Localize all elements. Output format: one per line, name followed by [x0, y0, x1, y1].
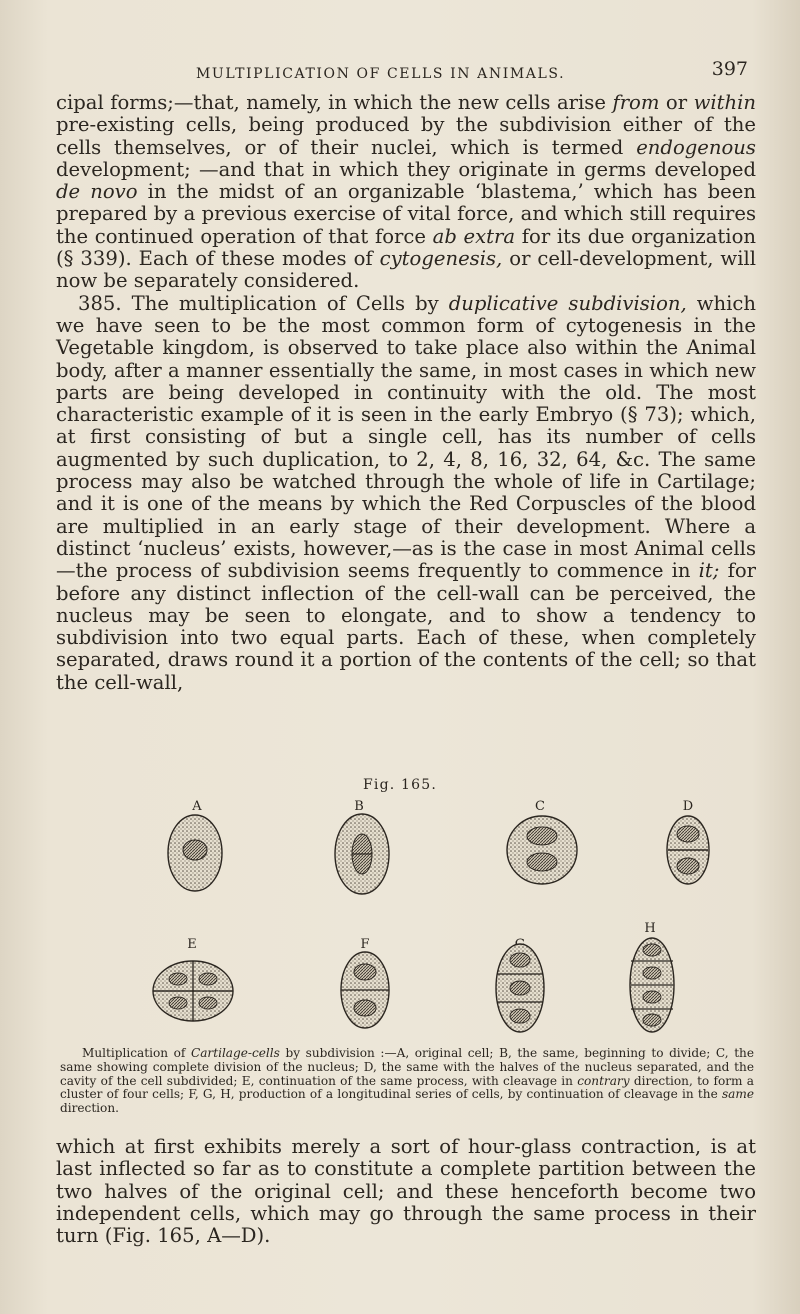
figure-label-c: C — [535, 799, 545, 814]
cell-h — [630, 938, 674, 1032]
cell-d — [667, 816, 709, 884]
cell-g — [496, 944, 544, 1032]
figure-label-d: D — [682, 799, 694, 814]
figure-label-b: B — [354, 799, 364, 814]
cell-e — [153, 961, 233, 1021]
cartilage-cell-figure — [150, 798, 710, 1034]
figure-label-a: A — [192, 799, 202, 814]
cell-f — [341, 952, 389, 1028]
body-text-bottom — [56, 1136, 756, 1247]
paragraph-continued-after-figure: which at first exhibits merely a sort of hour-glass contraction, is at last inflected so far as to constitute a complete partition between the two halves of the original cell; and these henceforth become two independent cells, which may go through the same process in their turn (Fig. 165, A—D). — [56, 1135, 756, 1248]
cell-b — [335, 814, 389, 894]
figure-label-e: E — [187, 937, 197, 952]
figure-title: Fig. 165. — [362, 777, 438, 793]
running-head: MULTIPLICATION OF CELLS IN ANIMALS. — [196, 66, 566, 82]
figure-caption: Multiplication of Cartilage-cells by subdivision :—A, original cell; B, the same, beginning to divide; C, the same showing complete division of the nucleus; D, the same with the halves of the nucleus separated, and the cavity of the cell subdivided; E, continuation of the same process, with cleavage in contrary direction, to form a cluster of four cells; F, G, H, production of a longitudinal series of cells, by continuation of cleavage in the same direction. — [60, 1046, 754, 1116]
cell-a — [168, 815, 222, 891]
figure-label-h: H — [644, 921, 656, 936]
paragraph-continued: cipal forms;—that, namely, in which the new cells arise from or within pre-existing cells, being produced by the subdivision either of the cells themselves, or of their nuclei, which is termed endogenous development; —and that in which they originate in germs developed de novo in the midst of an organizable ‘blastema,’ which has been prepared by a previous exercise of vital force, and which still requires the continued operation of that force ab extra for its due organization (§ 339). Each of these modes of cytogenesis, or cell-development, will now be separately considered. — [56, 91, 757, 293]
page-header — [196, 58, 748, 88]
page-number: 397 — [711, 58, 748, 80]
cell-c — [507, 816, 577, 884]
paragraph-385: 385. The multiplication of Cells by duplicative subdivision, which we have seen to be the most common form of cytogenesis in the Vegetable kingdom, is observed to take place also within the Animal body, after a manner essentially the same, in most cases in which new parts are being developed in continuity with the old. The most characteristic example of it is seen in the early Embryo (§ 73); which, at first consisting of but a single cell, has its number of cells augmented by such duplication, to 2, 4, 8, 16, 32, 64, &c. The same process may also be watched through the whole of life in Cartilage; and it is one of the means by which the Red Corpuscles of the blood are multiplied in an early stage of their development. Where a distinct ‘nucleus’ exists, however,—as is the case in most Animal cells—the process of subdivision seems frequently to commence in it; for before any distinct inflection of the cell-wall can be perceived, the nucleus may be seen to elongate, and to show a tendency to subdivision into two equal parts. Each of these, when completely separated, draws round it a portion of the contents of the cell; so that the cell-wall, — [56, 291, 756, 694]
body-text-top — [56, 92, 756, 694]
figure-label-f: F — [360, 937, 370, 952]
